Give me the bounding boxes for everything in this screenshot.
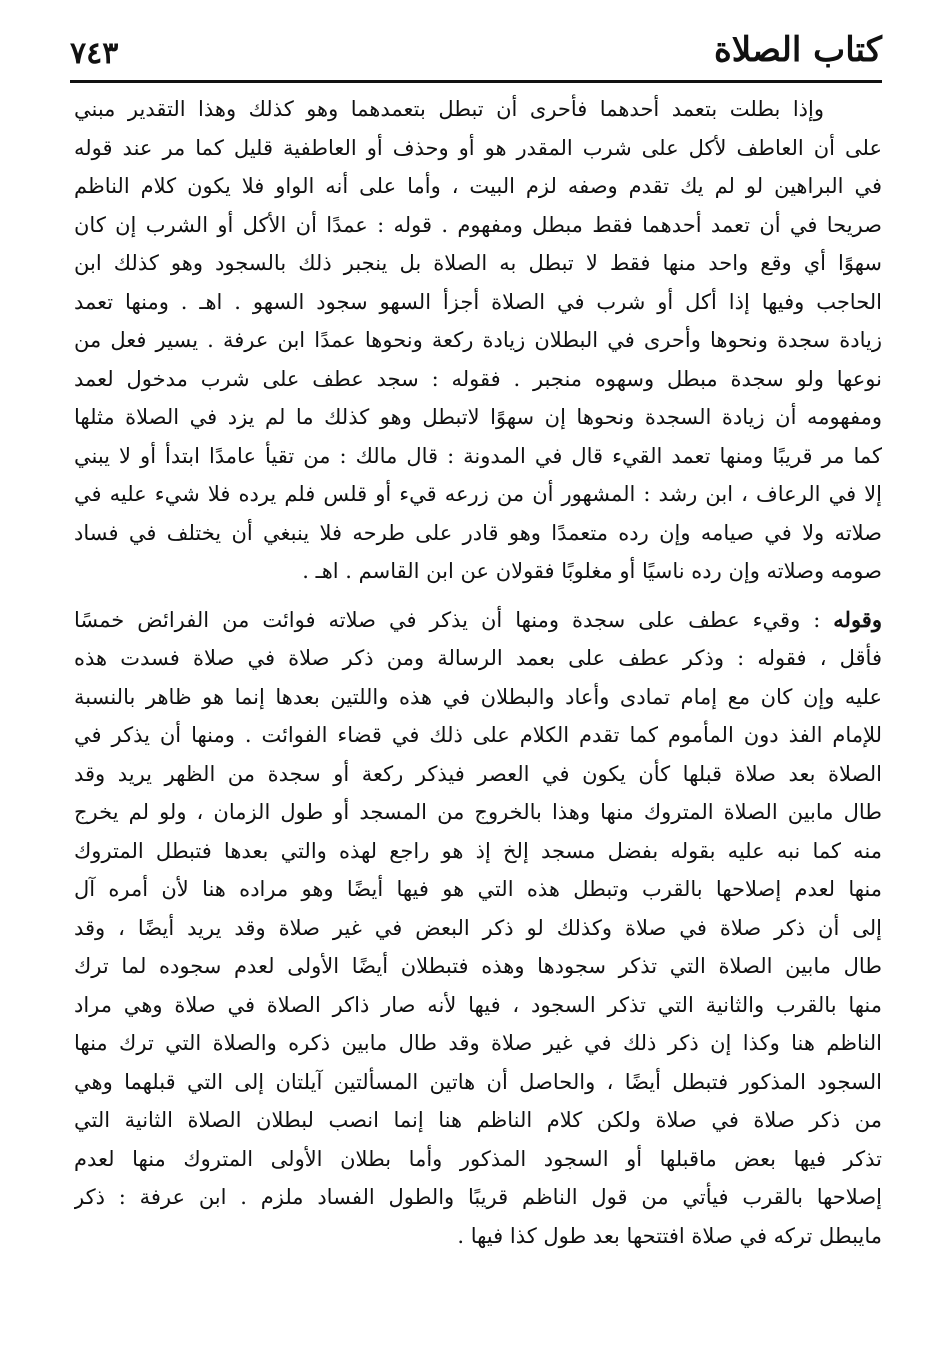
text-line: تذكر فيها بعض ماقبلها أو السجود المذكور وأما بطلان الأولى المتروك منها لعدم [74,1146,882,1171]
text-line: إصلاحها بالقرب فيأتي من قول الناظم قريبًا والطول الفساد ملزم . ابن عرفة : ذكر [74,1185,882,1209]
text-line: إلا في الرعاف ، ابن رشد : المشهور أن من زرعه قيء أو قلس فلم يرده فلا شيء عليه في [74,482,882,506]
page-header [70,28,882,80]
text-line-with-lead [74,601,882,640]
text-line: وإذا بطلت بتعمد أحدهما فأحرى أن تبطل بتعمدهما وهو كذلك وهذا التقدير مبني [74,97,824,121]
text-line: كما مر قريبًا ومنها تعمد القيء قال في المدونة : قال مالك : من تقيأ عامدًا ابتدأ أو لا يبني [74,443,882,468]
running-title: كتاب الصلاة [713,30,882,70]
paragraph-2 [74,601,882,1256]
text-line: الحاجب وفيها إذا أكل أو شرب في الصلاة أجزأ السهو سجود السهو . اهـ . ومنها تعمد [74,289,882,314]
text-line: طال مابين الصلاة المتروك منها وهذا بالخروج من المسجد أو طول الزمان ، ولو لم يخرج [74,800,882,824]
text-line: مايبطل تركه في صلاة افتتحها بعد طول كذا فيها . [457,1223,882,1248]
text-line: عليه وإن كان مع إمام تمادى وأعاد والبطلان في هذه واللتين بعدها إنما هو ظاهر بالنسبة [74,684,882,709]
text-line: منها لعدم إصلاحها بالقرب وتبطل هذه التي هو فيها أيضًا وهو مراده هنا لأن أمره آل [74,877,882,901]
text-line: صريحا في أن تعمد أحدهما فقط مبطل ومفهوم . قوله : عمدًا أن الأكل أو الشرب إن كان [74,212,882,237]
text-line: صومه وصلاته وإن رده ناسيًا أو مغلوبًا فقولان عن ابن القاسم . اهـ . [302,559,882,583]
lead-word: وقوله [833,606,882,632]
text-line: نوعها ولو سجدة مبطل وسهوه منجبر . فقوله : سجد عطف على شرب مدخول لعمد [74,366,882,391]
header-rule [70,80,882,83]
text-line: صلاته ولا في صيامه وإن رده متعمدًا وهو قادر على طرحه فلا ينبغي أن يختلف في فساد [74,520,882,545]
text-line: إلى أن ذكر صلاة في صلاة وكذلك لو ذكر البعض في غير صلاة وقد يريد أيضًا ، وقد [74,915,882,940]
text-line: في البراهين لو لم يك تقدم وصفه لزم البيت ، وأما على أنه الواو فلا يكون كلام الناظم [74,174,882,198]
text-line: فأقل ، فقوله : وذكر عطف على بعمد الرسالة ومن ذكر صلاة في صلاة فسدت هذه [74,646,882,670]
paragraph-1 [74,90,882,591]
text-line: الناظم هنا وكذا إن ذكر ذلك في غير صلاة وقد طال مابين ذكره والصلاة التي ترك منها [74,1031,882,1055]
text-line: على أن العاطف لأكل على شرب المقدر هو أو وحذف أو العاطفية قليل كما مر عند قوله [74,135,882,160]
text-line: للإمام الفذ دون المأموم كما تقدم الكلام على ذلك في قضاء الفوائت . ومنها أن يذكر في [74,723,882,747]
text-line: الصلاة بعد صلاة قبلها كأن يكون في العصر فيذكر ركعة أو سجدة من الظهر يريد وقد [74,761,882,786]
text-line: طال مابين الصلاة التي تذكر سجودها وهذه فتبطلان أيضًا الأولى لعدم سجوده لما ترك [74,954,882,978]
text-line-rest: : وقيء عطف على سجدة ومنها أن يذكر في صلاته فوائت من الفرائض خمسًا [74,607,821,632]
text-line: من ذكر صلاة في صلاة ولكن كلام الناظم هنا إنما انصب لبطلان الصلاة الثانية التي [74,1108,882,1132]
body-text [74,90,882,1255]
text-line: سهوًا أي وقع واحد منها فقط لا تبطل به الصلاة بل ينجبر ذلك بالسجود وهو كذلك ابن [74,251,882,275]
text-line: منه كما نبه عليه بقوله بفضل مسجد إلخ إذ هو راجع لهذه والتي بعدها فتبطل المتروك [74,838,882,863]
text-line: منها بالقرب والثانية التي تذكر السجود ، فيها لأنه صار ذاكر الصلاة في صلاة وهي مراد [74,992,882,1017]
text-line: زيادة سجدة ونحوها وأحرى في البطلان زيادة ركعة ونحوها عمدًا ابن عرفة . يسير فعل من [74,328,882,352]
text-line: السجود المذكور فتبطل أيضًا ، والحاصل أن هاتين المسألتين آيلتان إلى التي قبلهما وهي [74,1069,882,1094]
page-number: ٣٤٧ [70,36,119,71]
text-line: ومفهومه أن زيادة السجدة ونحوها إن سهوًا لاتبطل وهو كذلك ما لم يزد في الصلاة مثلها [74,405,882,429]
